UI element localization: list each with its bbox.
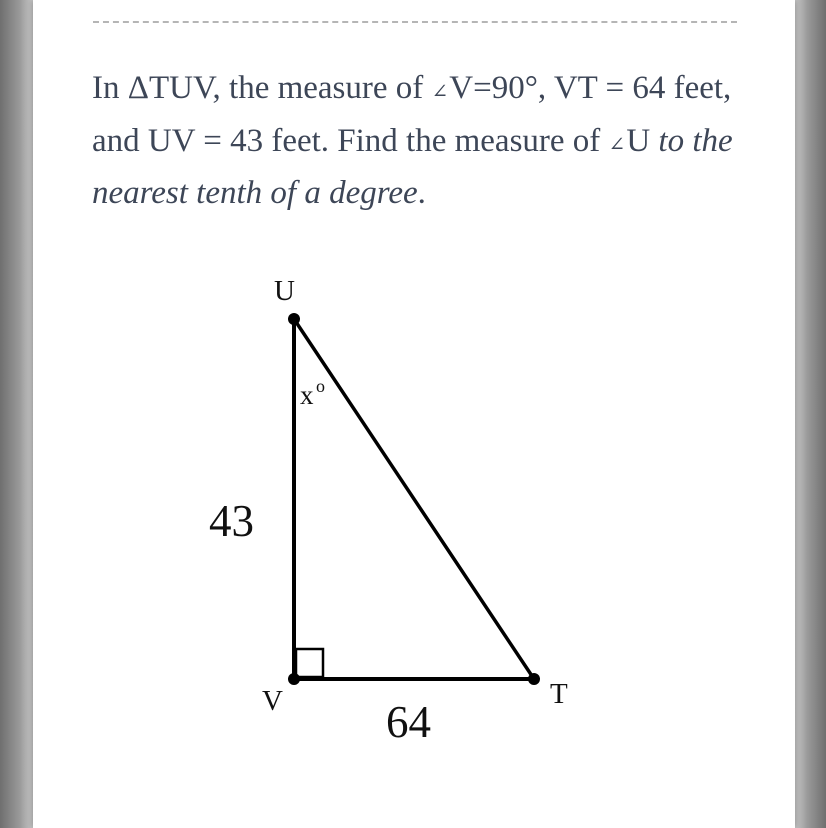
vertex-u-dot — [288, 313, 300, 325]
question-part-5: . — [417, 175, 426, 211]
angle-symbol-icon: ∠ — [431, 81, 449, 103]
angle-symbol-icon: ∠ — [608, 133, 626, 156]
angle-x-label: x — [300, 380, 314, 410]
side-uv-label: 43 — [209, 496, 254, 546]
question-part-2: V=90°, VT = 64 feet, and UV = 43 feet. Find the measure of — [92, 70, 732, 159]
vertex-v-dot — [288, 673, 300, 685]
vertex-v-label: V — [262, 685, 283, 717]
side-ut-line — [294, 319, 534, 679]
vertex-u-label: U — [274, 275, 295, 307]
angle-degree-mark: o — [316, 376, 325, 396]
right-angle-marker — [296, 649, 323, 677]
question-part-3: U — [626, 122, 651, 159]
question-part-1: In ΔTUV, the measure of — [92, 70, 432, 106]
question-italic-part: to the nearest tenth of a degree — [92, 122, 733, 211]
vertex-t-label: T — [550, 678, 568, 710]
vertex-t-dot — [528, 673, 540, 685]
side-vt-label: 64 — [386, 697, 431, 747]
